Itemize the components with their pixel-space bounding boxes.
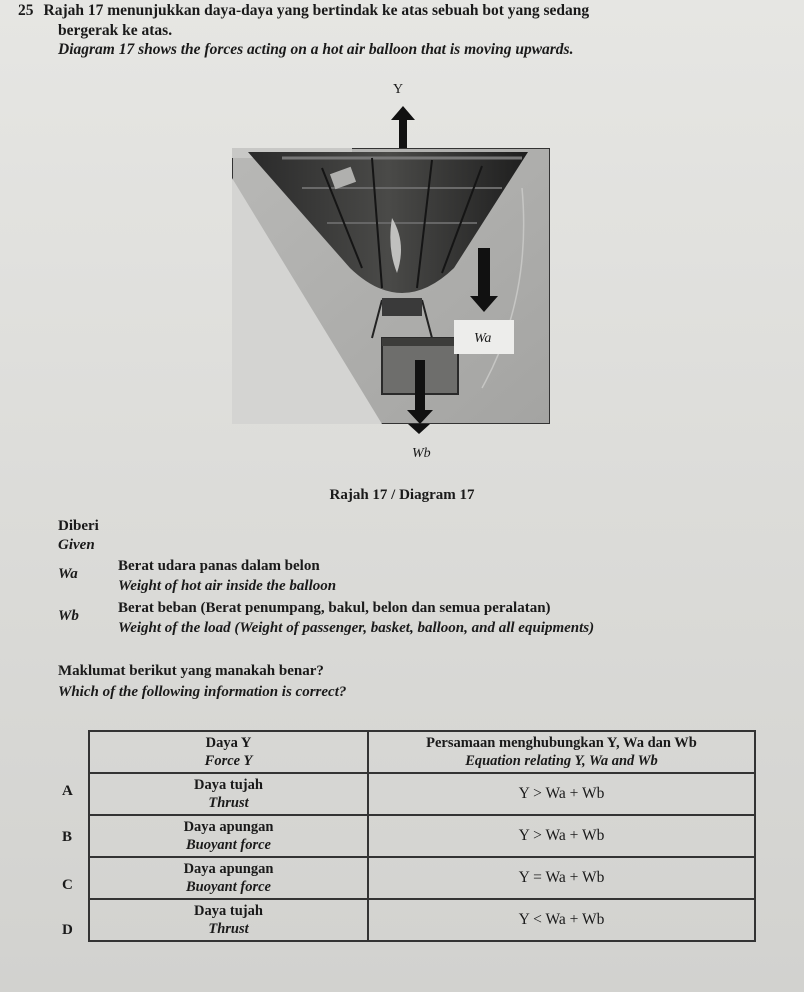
table-row[interactable] <box>89 857 755 899</box>
question-number: 25 <box>18 2 34 19</box>
header-equation: Persamaan menghubungkan Y, Wa dan Wb Equation relating Y, Wa and Wb <box>368 731 755 773</box>
options-table <box>88 730 756 942</box>
row-d-equation: Y < Wa + Wb <box>368 899 755 941</box>
row-b-equation: Y > Wa + Wb <box>368 815 755 857</box>
wa-desc-ms: Berat udara panas dalam belon <box>118 558 320 574</box>
row-b-force: Daya apungan Buoyant force <box>89 815 368 857</box>
option-letter-d[interactable]: D <box>62 922 73 938</box>
downward-force-arrow-tip <box>404 424 434 436</box>
wb-desc-en: Weight of the load (Weight of passenger, basket, balloon, and all equipments) <box>118 620 595 636</box>
prompt-ms: Maklumat berikut yang manakah benar? <box>58 663 324 679</box>
row-a-force: Daya tujah Thrust <box>89 773 368 815</box>
question-text-ms-2: bergerak ke atas. <box>58 22 173 39</box>
symbol-wb: Wb <box>58 608 79 624</box>
wb-desc-ms: Berat beban (Berat penumpang, bakul, belon dan semua peralatan) <box>118 600 551 616</box>
table-header-row <box>89 731 755 773</box>
question-line-1 <box>18 2 589 20</box>
diagram-caption: Rajah 17 / Diagram 17 <box>329 487 475 503</box>
table-row[interactable] <box>89 815 755 857</box>
upward-force-arrow <box>388 104 418 150</box>
option-letter-b[interactable]: B <box>62 829 73 845</box>
given-label-en: Given <box>58 537 95 553</box>
wa-desc-en: Weight of hot air inside the balloon <box>118 578 337 594</box>
row-d-force: Daya tujah Thrust <box>89 899 368 941</box>
force-wa-label: Wa <box>474 331 492 346</box>
option-letter-c[interactable]: C <box>62 877 73 893</box>
table-row[interactable] <box>89 773 755 815</box>
force-wb-label: Wb <box>412 446 431 461</box>
row-c-force: Daya apungan Buoyant force <box>89 857 368 899</box>
row-a-equation: Y > Wa + Wb <box>368 773 755 815</box>
prompt-en: Which of the following information is correct? <box>58 684 347 700</box>
hot-air-balloon-photo <box>232 148 550 424</box>
question-text-en: Diagram 17 shows the forces acting on a hot air balloon that is moving upwards. <box>58 41 574 58</box>
header-force: Daya Y Force Y <box>89 731 368 773</box>
force-y-label: Y <box>393 82 404 97</box>
question-text-ms-1: Rajah 17 menunjukkan daya-daya yang bertindak ke atas sebuah bot yang sedang <box>43 2 590 19</box>
table-row[interactable] <box>89 899 755 941</box>
option-letter-a[interactable]: A <box>62 783 73 799</box>
given-label-ms: Diberi <box>58 518 99 534</box>
symbol-wa: Wa <box>58 566 78 582</box>
row-c-equation: Y = Wa + Wb <box>368 857 755 899</box>
